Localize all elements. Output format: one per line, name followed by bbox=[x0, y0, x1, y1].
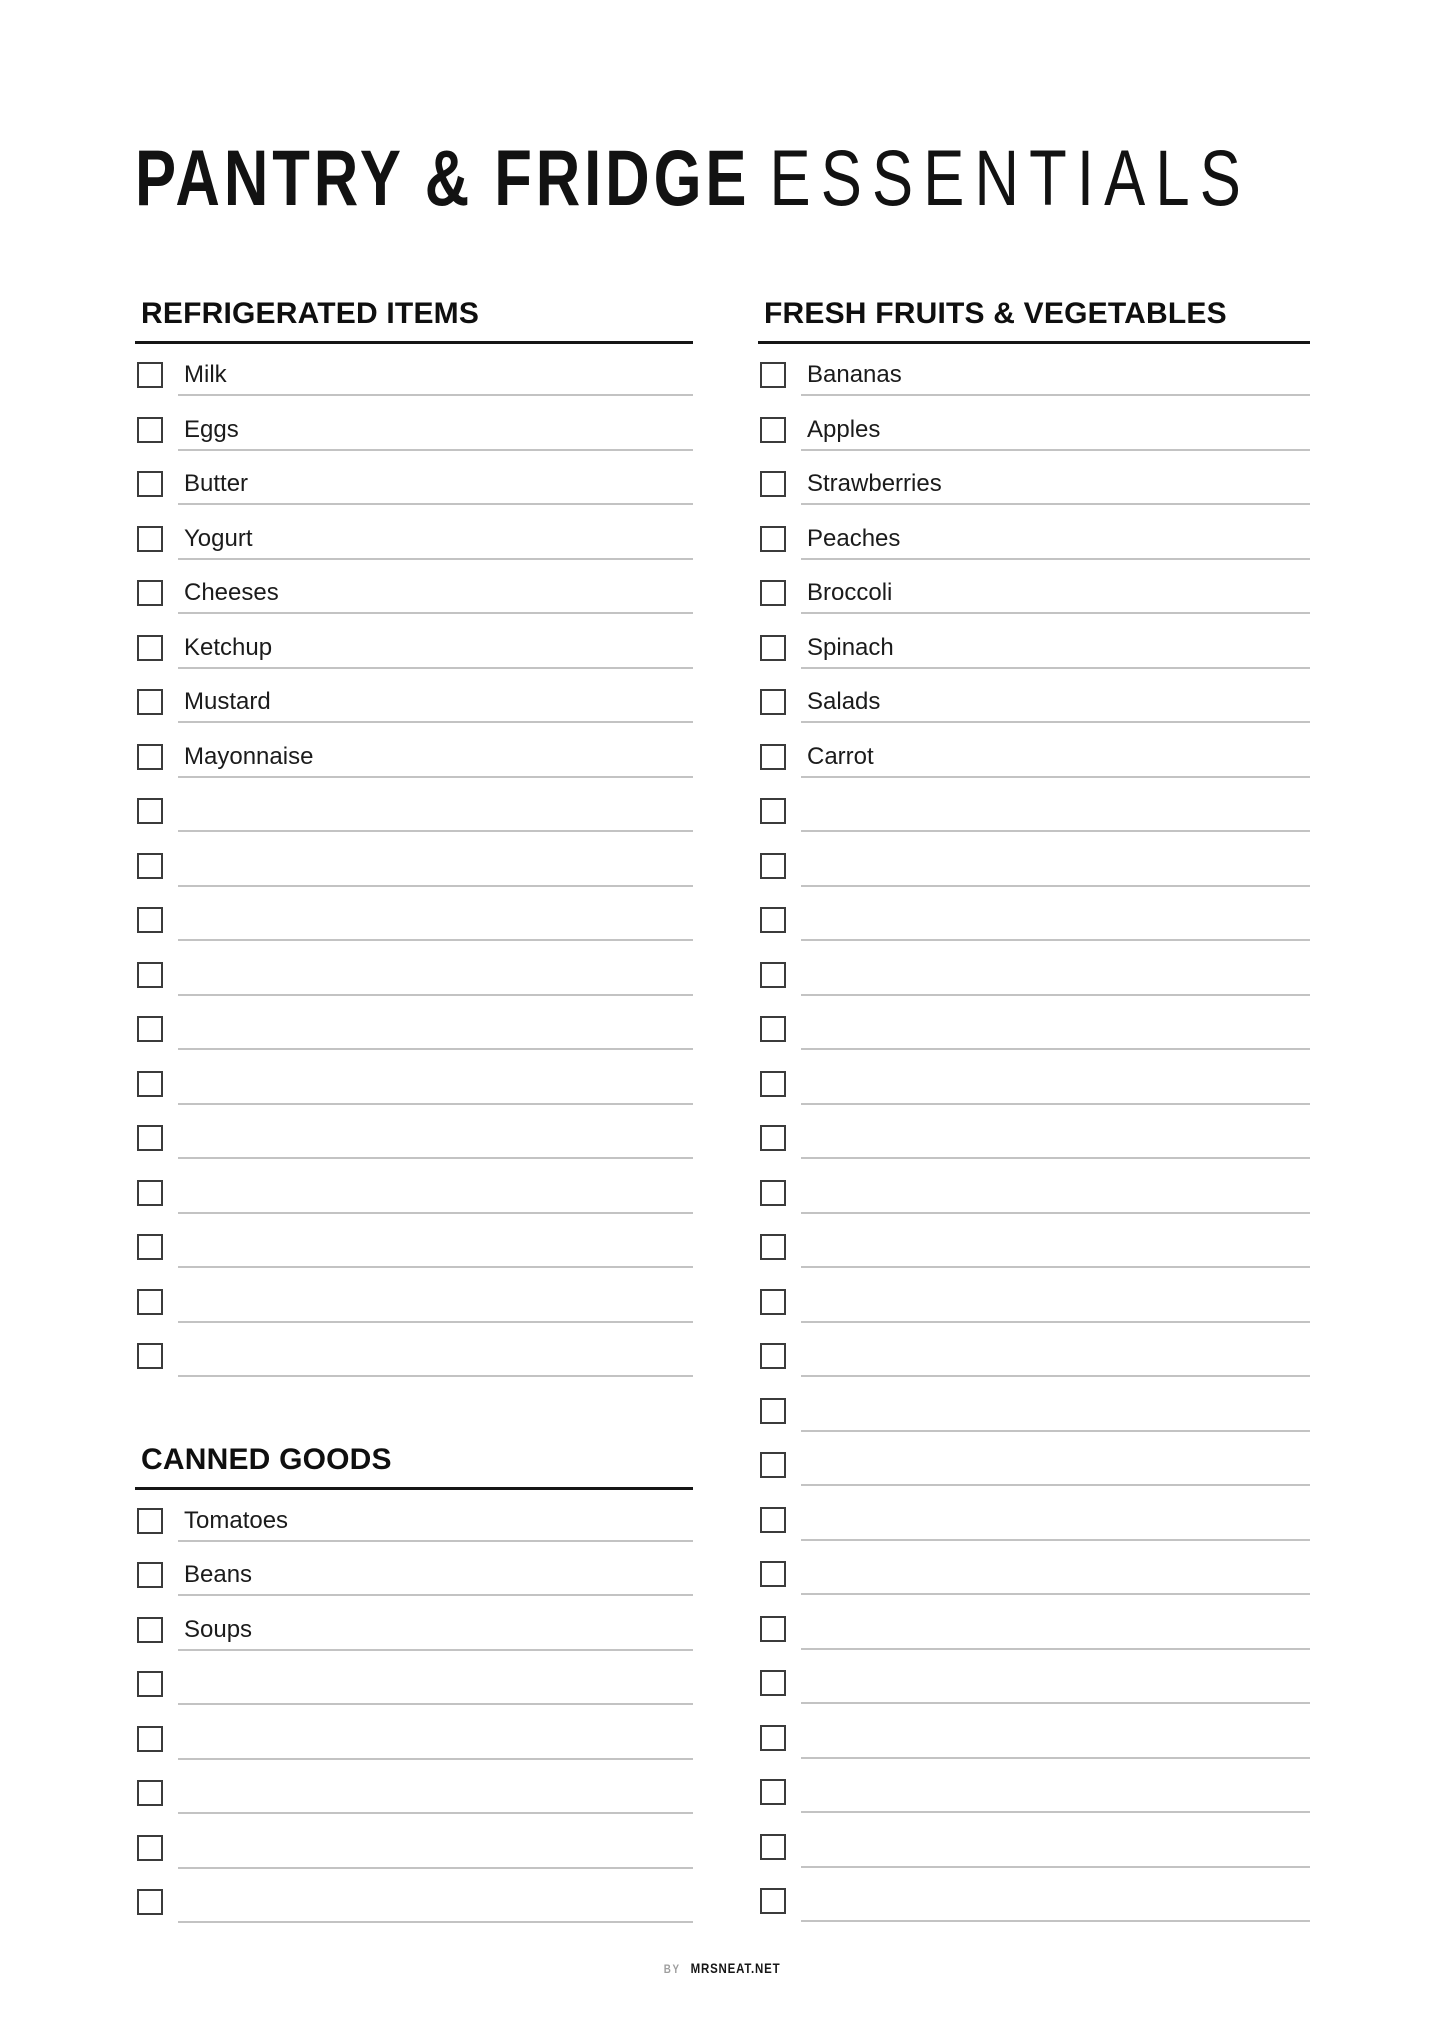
item-write-line bbox=[178, 1157, 693, 1159]
item-write-line bbox=[801, 558, 1310, 560]
checklist-row bbox=[135, 513, 693, 568]
item-label: Salads bbox=[807, 688, 881, 715]
checklist-row-empty bbox=[758, 1058, 1310, 1113]
item-label: Broccoli bbox=[807, 579, 893, 606]
checkbox[interactable] bbox=[760, 1779, 786, 1805]
item-write-line bbox=[801, 1539, 1310, 1541]
item-label: Yogurt bbox=[184, 524, 253, 552]
item-write-line bbox=[178, 939, 693, 941]
checkbox[interactable] bbox=[760, 1834, 786, 1860]
checkbox[interactable] bbox=[137, 1780, 163, 1806]
checkbox[interactable] bbox=[760, 1616, 786, 1642]
item-label: Cheeses bbox=[184, 579, 279, 606]
column-right bbox=[758, 295, 1310, 1930]
item-label: Tomatoes bbox=[184, 1506, 289, 1534]
checklist-row-empty bbox=[758, 1712, 1310, 1767]
item-label: Eggs bbox=[184, 415, 239, 443]
checklist-row-empty bbox=[758, 949, 1310, 1004]
checklist-row-empty bbox=[758, 785, 1310, 840]
checkbox[interactable] bbox=[760, 962, 786, 988]
checkbox[interactable] bbox=[760, 1888, 786, 1914]
item-write-line bbox=[801, 1321, 1310, 1323]
section-header-fresh-fruits-vegetables: FRESH FRUITS & VEGETABLES bbox=[764, 297, 1227, 330]
checklist-row-empty bbox=[135, 1822, 693, 1877]
checklist-row-empty bbox=[758, 1657, 1310, 1712]
checklist-row bbox=[135, 622, 693, 677]
checklist-row-empty bbox=[135, 1713, 693, 1768]
checkbox[interactable] bbox=[760, 1507, 786, 1533]
checklist-row-empty bbox=[758, 1821, 1310, 1876]
checkbox[interactable] bbox=[760, 689, 786, 715]
item-write-line bbox=[801, 1484, 1310, 1486]
item-write-line bbox=[178, 1703, 693, 1705]
item-write-line bbox=[801, 1375, 1310, 1377]
item-label: Mayonnaise bbox=[184, 742, 314, 770]
checkbox[interactable] bbox=[760, 417, 786, 443]
checkbox[interactable] bbox=[137, 962, 163, 988]
item-write-line bbox=[178, 1375, 693, 1377]
section-rows bbox=[135, 349, 693, 1385]
checkbox[interactable] bbox=[137, 744, 163, 770]
item-write-line bbox=[801, 1593, 1310, 1595]
checklist-row bbox=[135, 731, 693, 786]
section-refrigerated-items bbox=[135, 295, 693, 1385]
checkbox[interactable] bbox=[760, 1561, 786, 1587]
item-label: Spinach bbox=[807, 633, 894, 661]
footer-by-label: BY bbox=[664, 1962, 682, 1976]
column-left bbox=[135, 295, 693, 1931]
item-write-line bbox=[178, 1321, 693, 1323]
item-write-line bbox=[178, 503, 693, 505]
checkbox[interactable] bbox=[760, 580, 786, 606]
item-label: Butter bbox=[184, 470, 249, 497]
checkbox[interactable] bbox=[137, 689, 163, 715]
checkbox[interactable] bbox=[760, 1343, 786, 1369]
checklist-row bbox=[135, 676, 693, 731]
checklist-row bbox=[135, 1604, 693, 1659]
checkbox[interactable] bbox=[760, 1398, 786, 1424]
checkbox[interactable] bbox=[137, 635, 163, 661]
checklist-row bbox=[758, 567, 1310, 622]
item-write-line bbox=[178, 776, 693, 778]
item-write-line bbox=[178, 1649, 693, 1651]
checklist-row-empty bbox=[135, 1167, 693, 1222]
checkbox[interactable] bbox=[137, 907, 163, 933]
item-label: Apples bbox=[807, 415, 881, 443]
checkbox[interactable] bbox=[137, 471, 163, 497]
item-write-line bbox=[801, 1103, 1310, 1105]
item-write-line bbox=[801, 1702, 1310, 1704]
item-write-line bbox=[178, 1758, 693, 1760]
checklist-row-empty bbox=[758, 1439, 1310, 1494]
item-write-line bbox=[178, 1812, 693, 1814]
item-write-line bbox=[178, 1212, 693, 1214]
checklist-row-empty bbox=[758, 894, 1310, 949]
checkbox[interactable] bbox=[760, 1670, 786, 1696]
checkbox[interactable] bbox=[137, 580, 163, 606]
item-write-line bbox=[801, 1430, 1310, 1432]
checkbox[interactable] bbox=[137, 362, 163, 388]
checklist-row-empty bbox=[758, 1385, 1310, 1440]
checklist-row bbox=[758, 458, 1310, 513]
checkbox[interactable] bbox=[760, 1234, 786, 1260]
checkbox[interactable] bbox=[137, 1671, 163, 1697]
item-write-line bbox=[801, 994, 1310, 996]
checkbox[interactable] bbox=[760, 1016, 786, 1042]
item-label: Bananas bbox=[807, 361, 902, 388]
item-label: Soups bbox=[184, 1615, 253, 1643]
checkbox[interactable] bbox=[137, 1617, 163, 1643]
checklist-row-empty bbox=[135, 949, 693, 1004]
checklist-row bbox=[135, 404, 693, 459]
checkbox[interactable] bbox=[760, 526, 786, 552]
checklist-row-empty bbox=[758, 1003, 1310, 1058]
checklist-row bbox=[135, 458, 693, 513]
item-write-line bbox=[801, 1811, 1310, 1813]
item-write-line bbox=[801, 1266, 1310, 1268]
item-write-line bbox=[178, 1048, 693, 1050]
checklist-row-empty bbox=[135, 1767, 693, 1822]
checkbox[interactable] bbox=[760, 1071, 786, 1097]
checklist-row bbox=[135, 349, 693, 404]
checkbox[interactable] bbox=[137, 417, 163, 443]
item-write-line bbox=[178, 558, 693, 560]
checkbox[interactable] bbox=[760, 907, 786, 933]
checklist-row-empty bbox=[758, 1221, 1310, 1276]
item-write-line bbox=[801, 503, 1310, 505]
checklist-row-empty bbox=[135, 894, 693, 949]
item-write-line bbox=[801, 449, 1310, 451]
checklist-row bbox=[758, 676, 1310, 731]
checkbox[interactable] bbox=[137, 1289, 163, 1315]
checklist-row-empty bbox=[758, 1875, 1310, 1930]
item-write-line bbox=[178, 1921, 693, 1923]
checkbox[interactable] bbox=[760, 471, 786, 497]
item-write-line bbox=[801, 1212, 1310, 1214]
item-write-line bbox=[178, 667, 693, 669]
checklist-row bbox=[758, 349, 1310, 404]
checkbox[interactable] bbox=[760, 798, 786, 824]
footer-brand: MRSNEAT.NET bbox=[690, 1960, 781, 1976]
checkbox[interactable] bbox=[137, 526, 163, 552]
checkbox[interactable] bbox=[760, 1289, 786, 1315]
checkbox[interactable] bbox=[137, 1562, 163, 1588]
section-header-rule bbox=[758, 341, 1310, 344]
checkbox[interactable] bbox=[137, 1234, 163, 1260]
item-write-line bbox=[178, 612, 693, 614]
item-write-line bbox=[178, 449, 693, 451]
checklist-row-empty bbox=[135, 1221, 693, 1276]
item-write-line bbox=[801, 1048, 1310, 1050]
item-write-line bbox=[178, 1867, 693, 1869]
item-write-line bbox=[801, 939, 1310, 941]
checkbox[interactable] bbox=[760, 1180, 786, 1206]
checkbox[interactable] bbox=[137, 1835, 163, 1861]
item-write-line bbox=[801, 721, 1310, 723]
item-write-line bbox=[178, 1540, 693, 1542]
checklist-row-empty bbox=[135, 1658, 693, 1713]
item-write-line bbox=[801, 612, 1310, 614]
checklist-row-empty bbox=[135, 840, 693, 895]
item-write-line bbox=[178, 1594, 693, 1596]
checklist-row-empty bbox=[758, 1494, 1310, 1549]
item-write-line bbox=[801, 1157, 1310, 1159]
item-label: Peaches bbox=[807, 524, 901, 552]
checkbox[interactable] bbox=[760, 1452, 786, 1478]
checkbox[interactable] bbox=[137, 1180, 163, 1206]
item-write-line bbox=[801, 1866, 1310, 1868]
item-write-line bbox=[178, 394, 693, 396]
checklist-row-empty bbox=[758, 840, 1310, 895]
item-label: Mustard bbox=[184, 688, 271, 715]
checkbox[interactable] bbox=[760, 1125, 786, 1151]
checklist-row-empty bbox=[758, 1766, 1310, 1821]
checklist-row-empty bbox=[758, 1548, 1310, 1603]
item-write-line bbox=[801, 776, 1310, 778]
checkbox[interactable] bbox=[760, 744, 786, 770]
checkbox[interactable] bbox=[137, 1508, 163, 1534]
checklist-row bbox=[758, 731, 1310, 786]
checkbox[interactable] bbox=[760, 635, 786, 661]
section-rows bbox=[758, 349, 1310, 1930]
item-label: Beans bbox=[184, 1561, 253, 1588]
item-write-line bbox=[178, 721, 693, 723]
section-header-canned-goods: CANNED GOODS bbox=[141, 1442, 392, 1476]
checklist-row-empty bbox=[135, 785, 693, 840]
checkbox[interactable] bbox=[137, 1016, 163, 1042]
checklist-row bbox=[135, 1549, 693, 1604]
checkbox[interactable] bbox=[137, 1125, 163, 1151]
section-header-refrigerated-items: REFRIGERATED ITEMS bbox=[141, 297, 480, 330]
item-write-line bbox=[801, 1757, 1310, 1759]
item-write-line bbox=[178, 830, 693, 832]
checkbox[interactable] bbox=[137, 1071, 163, 1097]
checklist-row-empty bbox=[758, 1330, 1310, 1385]
item-label: Milk bbox=[184, 361, 227, 388]
checklist-row bbox=[758, 622, 1310, 677]
checklist-row-empty bbox=[135, 1276, 693, 1331]
item-write-line bbox=[801, 885, 1310, 887]
checkbox[interactable] bbox=[137, 1343, 163, 1369]
item-write-line bbox=[178, 1266, 693, 1268]
checklist-row-empty bbox=[135, 1112, 693, 1167]
checklist-row-empty bbox=[135, 1058, 693, 1113]
checklist-row bbox=[758, 513, 1310, 568]
item-write-line bbox=[801, 1920, 1310, 1922]
checklist-row-empty bbox=[135, 1876, 693, 1931]
item-write-line bbox=[801, 667, 1310, 669]
checklist-row-empty bbox=[758, 1167, 1310, 1222]
checklist-row bbox=[135, 1495, 693, 1550]
item-write-line bbox=[801, 1648, 1310, 1650]
checkbox[interactable] bbox=[137, 1726, 163, 1752]
checklist-row-empty bbox=[758, 1276, 1310, 1331]
checkbox[interactable] bbox=[760, 853, 786, 879]
checklist-row bbox=[135, 567, 693, 622]
section-fresh-fruits-vegetables bbox=[758, 295, 1310, 1930]
checkbox[interactable] bbox=[760, 1725, 786, 1751]
item-label: Ketchup bbox=[184, 633, 273, 661]
page-title-light: ESSENTIALS bbox=[769, 133, 1252, 222]
item-write-line bbox=[178, 994, 693, 996]
item-label: Carrot bbox=[807, 742, 874, 770]
section-canned-goods bbox=[135, 1441, 693, 1931]
checkbox[interactable] bbox=[760, 362, 786, 388]
checkbox[interactable] bbox=[137, 798, 163, 824]
item-write-line bbox=[178, 885, 693, 887]
item-write-line bbox=[178, 1103, 693, 1105]
checkbox[interactable] bbox=[137, 853, 163, 879]
checklist-row-empty bbox=[758, 1603, 1310, 1658]
section-rows bbox=[135, 1495, 693, 1931]
checklist-row-empty bbox=[135, 1003, 693, 1058]
item-write-line bbox=[801, 394, 1310, 396]
section-header-rule bbox=[135, 1487, 693, 1490]
checklist-row-empty bbox=[758, 1112, 1310, 1167]
page-title bbox=[135, 133, 1252, 222]
checkbox[interactable] bbox=[137, 1889, 163, 1915]
item-write-line bbox=[801, 830, 1310, 832]
page-title-bold: PANTRY & FRIDGE bbox=[135, 133, 751, 222]
section-header-rule bbox=[135, 341, 693, 344]
item-label: Strawberries bbox=[807, 470, 942, 497]
footer bbox=[0, 1960, 1445, 1978]
checklist-row-empty bbox=[135, 1330, 693, 1385]
checklist-row bbox=[758, 404, 1310, 459]
